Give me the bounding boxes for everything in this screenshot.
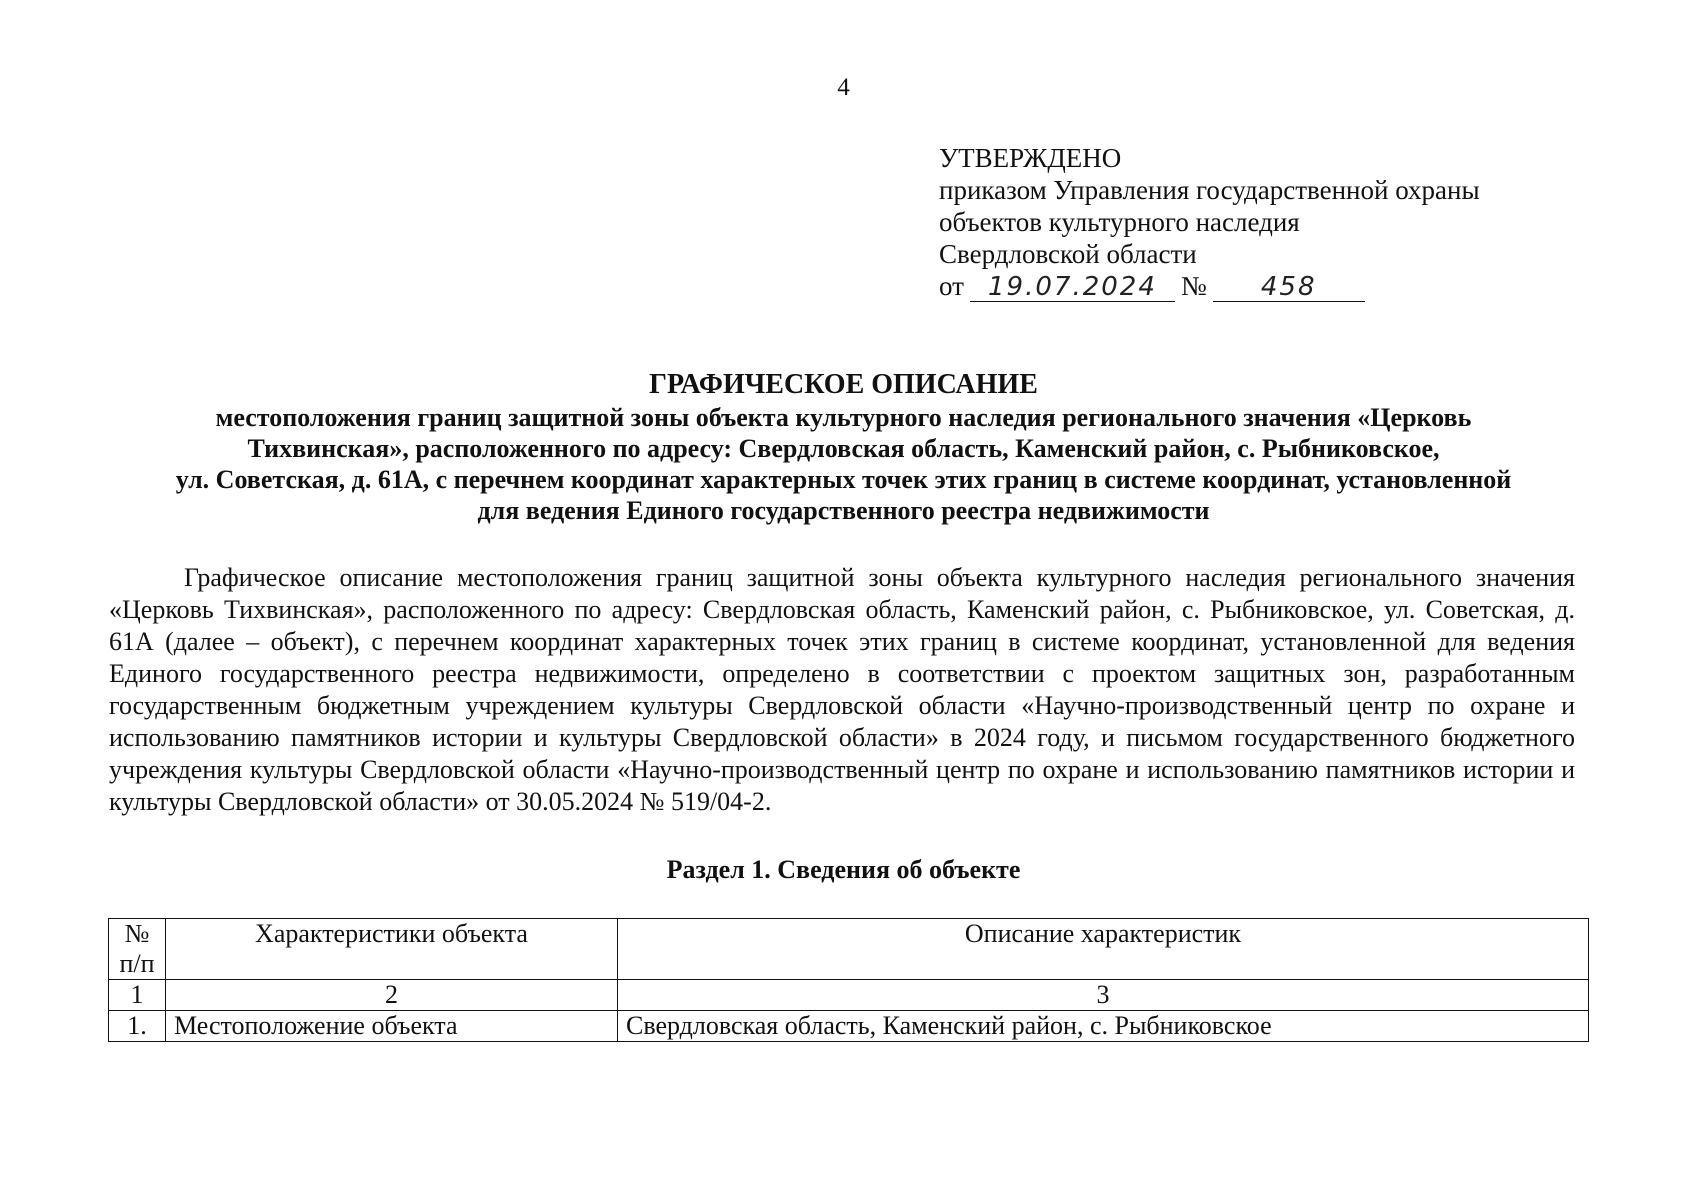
numbering-cell: 1 xyxy=(109,980,166,1011)
number-label: № xyxy=(1180,271,1207,301)
header-cell-description: Описание характеристик xyxy=(618,919,1589,980)
header-cell-number xyxy=(109,919,166,980)
table-numbering-row xyxy=(109,980,1589,1011)
row-number-cell: 1. xyxy=(109,1011,166,1042)
document-subtitle-line-4: для ведения Единого государственного реестра недвижимости xyxy=(477,496,1210,525)
numbering-cell: 3 xyxy=(618,980,1589,1011)
approval-stamp xyxy=(939,142,1480,304)
handwritten-date: 19.07.2024 xyxy=(970,273,1175,302)
document-subtitle-line-3: ул. Советская, д. 61А, с перечнем координат характерных точек этих границ в системе координат, установленной xyxy=(175,465,1512,494)
numbering-cell: 2 xyxy=(166,980,618,1011)
document-title: ГРАФИЧЕСКОЕ ОПИСАНИЕ xyxy=(649,369,1038,400)
row-description-cell: Свердловская область, Каменский район, с. Рыбниковское xyxy=(618,1011,1589,1042)
header-number-sign: № xyxy=(124,919,150,948)
row-characteristic-cell: Местоположение объекта xyxy=(166,1011,618,1042)
approval-line-1: приказом Управления государственной охраны xyxy=(939,175,1480,205)
approval-line-3: Свердловской области xyxy=(939,239,1197,269)
from-label: от xyxy=(939,271,964,301)
document-heading xyxy=(100,368,1587,526)
body-paragraph: Графическое описание местоположения границ защитной зоны объекта культурного наследия регионального значения «Церковь Тихвинская», расположенного по адресу: Свердловская область, Каменский район, с. Рыбниковское, ул. Советская, д. 61А (далее – объект), с перечнем координат характерных точек этих границ в системе координат, установленной для ведения Единого государственного реестра недвижимости, определено в соответствии с проектом защитных зон, разработанным государственным бюджетным учреждением культуры Свердловской области «Научно-производственный центр по охране и использованию памятников истории и культуры Свердловской области» в 2024 году, и письмом государственного бюджетного учреждения культуры Свердловской области «Научно-производственный центр по охране и использованию памятников истории и культуры Свердловской области» от 30.05.2024 № 519/04-2. xyxy=(109,563,1575,816)
section-title: Раздел 1. Сведения об объекте xyxy=(666,855,1021,884)
approval-date-line xyxy=(939,270,1480,304)
table-header-row xyxy=(109,919,1589,980)
page-number: 4 xyxy=(837,74,850,101)
handwritten-number: 458 xyxy=(1213,273,1365,302)
header-cell-characteristics: Характеристики объекта xyxy=(166,919,618,980)
document-subtitle-line-2: Тихвинская», расположенного по адресу: Свердловская область, Каменский район, с. Рыбниковское, xyxy=(247,434,1440,463)
object-info-table xyxy=(108,918,1589,1042)
approval-title: УТВЕРЖДЕНО xyxy=(939,143,1122,173)
table-row xyxy=(109,1011,1589,1042)
approval-line-2: объектов культурного наследия xyxy=(939,207,1300,237)
document-subtitle-line-1: местоположения границ защитной зоны объекта культурного наследия регионального значения «Церковь xyxy=(215,403,1472,432)
header-number-abbr: п/п xyxy=(119,949,155,978)
